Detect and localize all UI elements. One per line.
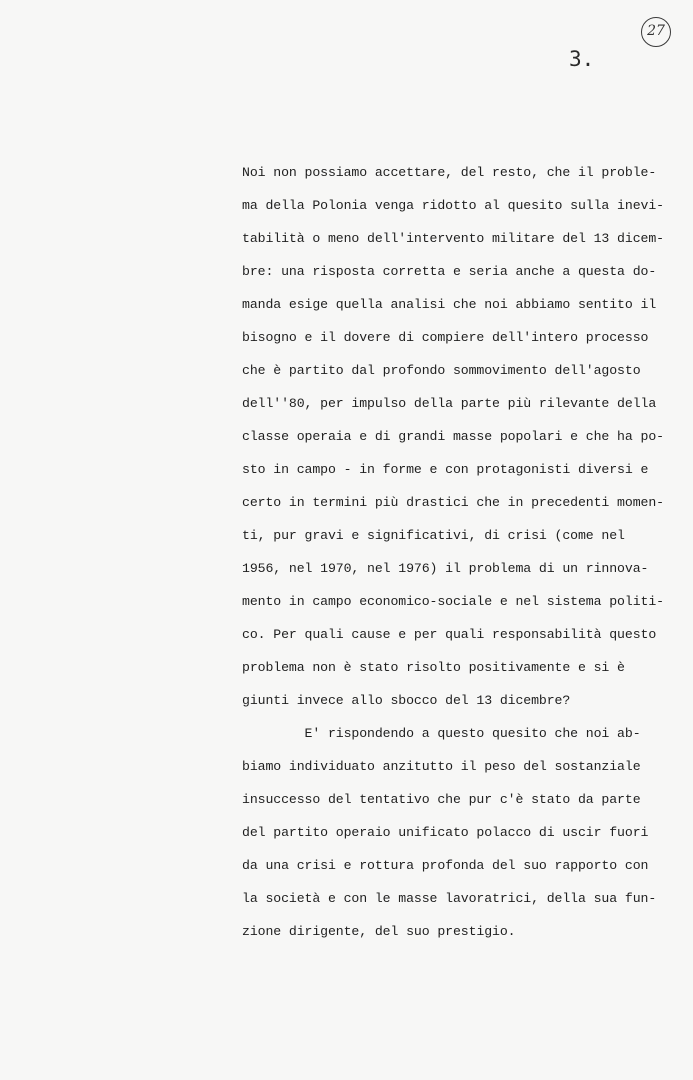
- text-line: ti, pur gravi e significativi, di crisi (come nel: [242, 528, 625, 543]
- text-line: manda esige quella analisi che noi abbiamo sentito il: [242, 297, 657, 312]
- text-line: bisogno e il dovere di compiere dell'intero processo: [242, 330, 649, 345]
- text-line: da una crisi e rottura profonda del suo rapporto con: [242, 858, 649, 873]
- text-line: certo in termini più drastici che in precedenti momen-: [242, 495, 664, 510]
- archive-page-stamp: 27: [641, 17, 671, 47]
- text-line: biamo individuato anzitutto il peso del sostanziale: [242, 759, 641, 774]
- text-line: 1956, nel 1970, nel 1976) il problema di un rinnova-: [242, 561, 649, 576]
- text-line: co. Per quali cause e per quali responsabilità questo: [242, 627, 657, 642]
- text-line: del partito operaio unificato polacco di uscir fuori: [242, 825, 649, 840]
- page-number: 3.: [569, 47, 595, 71]
- text-line: la società e con le masse lavoratrici, della sua fun-: [242, 891, 657, 906]
- text-line: ma della Polonia venga ridotto al quesito sulla inevi-: [242, 198, 664, 213]
- text-line: tabilità o meno dell'intervento militare del 13 dicem-: [242, 231, 664, 246]
- body-text: [242, 156, 662, 948]
- text-line: zione dirigente, del suo prestigio.: [242, 924, 516, 939]
- text-line: problema non è stato risolto positivamente e si è: [242, 660, 625, 675]
- text-line: dell''80, per impulso della parte più rilevante della: [242, 396, 657, 411]
- text-line: giunti invece allo sbocco del 13 dicembre?: [242, 693, 571, 708]
- text-line: Noi non possiamo accettare, del resto, che il proble-: [242, 165, 657, 180]
- text-line: mento in campo economico-sociale e nel sistema politi-: [242, 594, 664, 609]
- text-line: classe operaia e di grandi masse popolari e che ha po-: [242, 429, 664, 444]
- text-line: bre: una risposta corretta e seria anche a questa do-: [242, 264, 657, 279]
- text-line: sto in campo - in forme e con protagonisti diversi e: [242, 462, 649, 477]
- text-line: che è partito dal profondo sommovimento dell'agosto: [242, 363, 641, 378]
- text-line: insuccesso del tentativo che pur c'è stato da parte: [242, 792, 641, 807]
- text-line: E' rispondendo a questo quesito che noi ab-: [242, 726, 641, 741]
